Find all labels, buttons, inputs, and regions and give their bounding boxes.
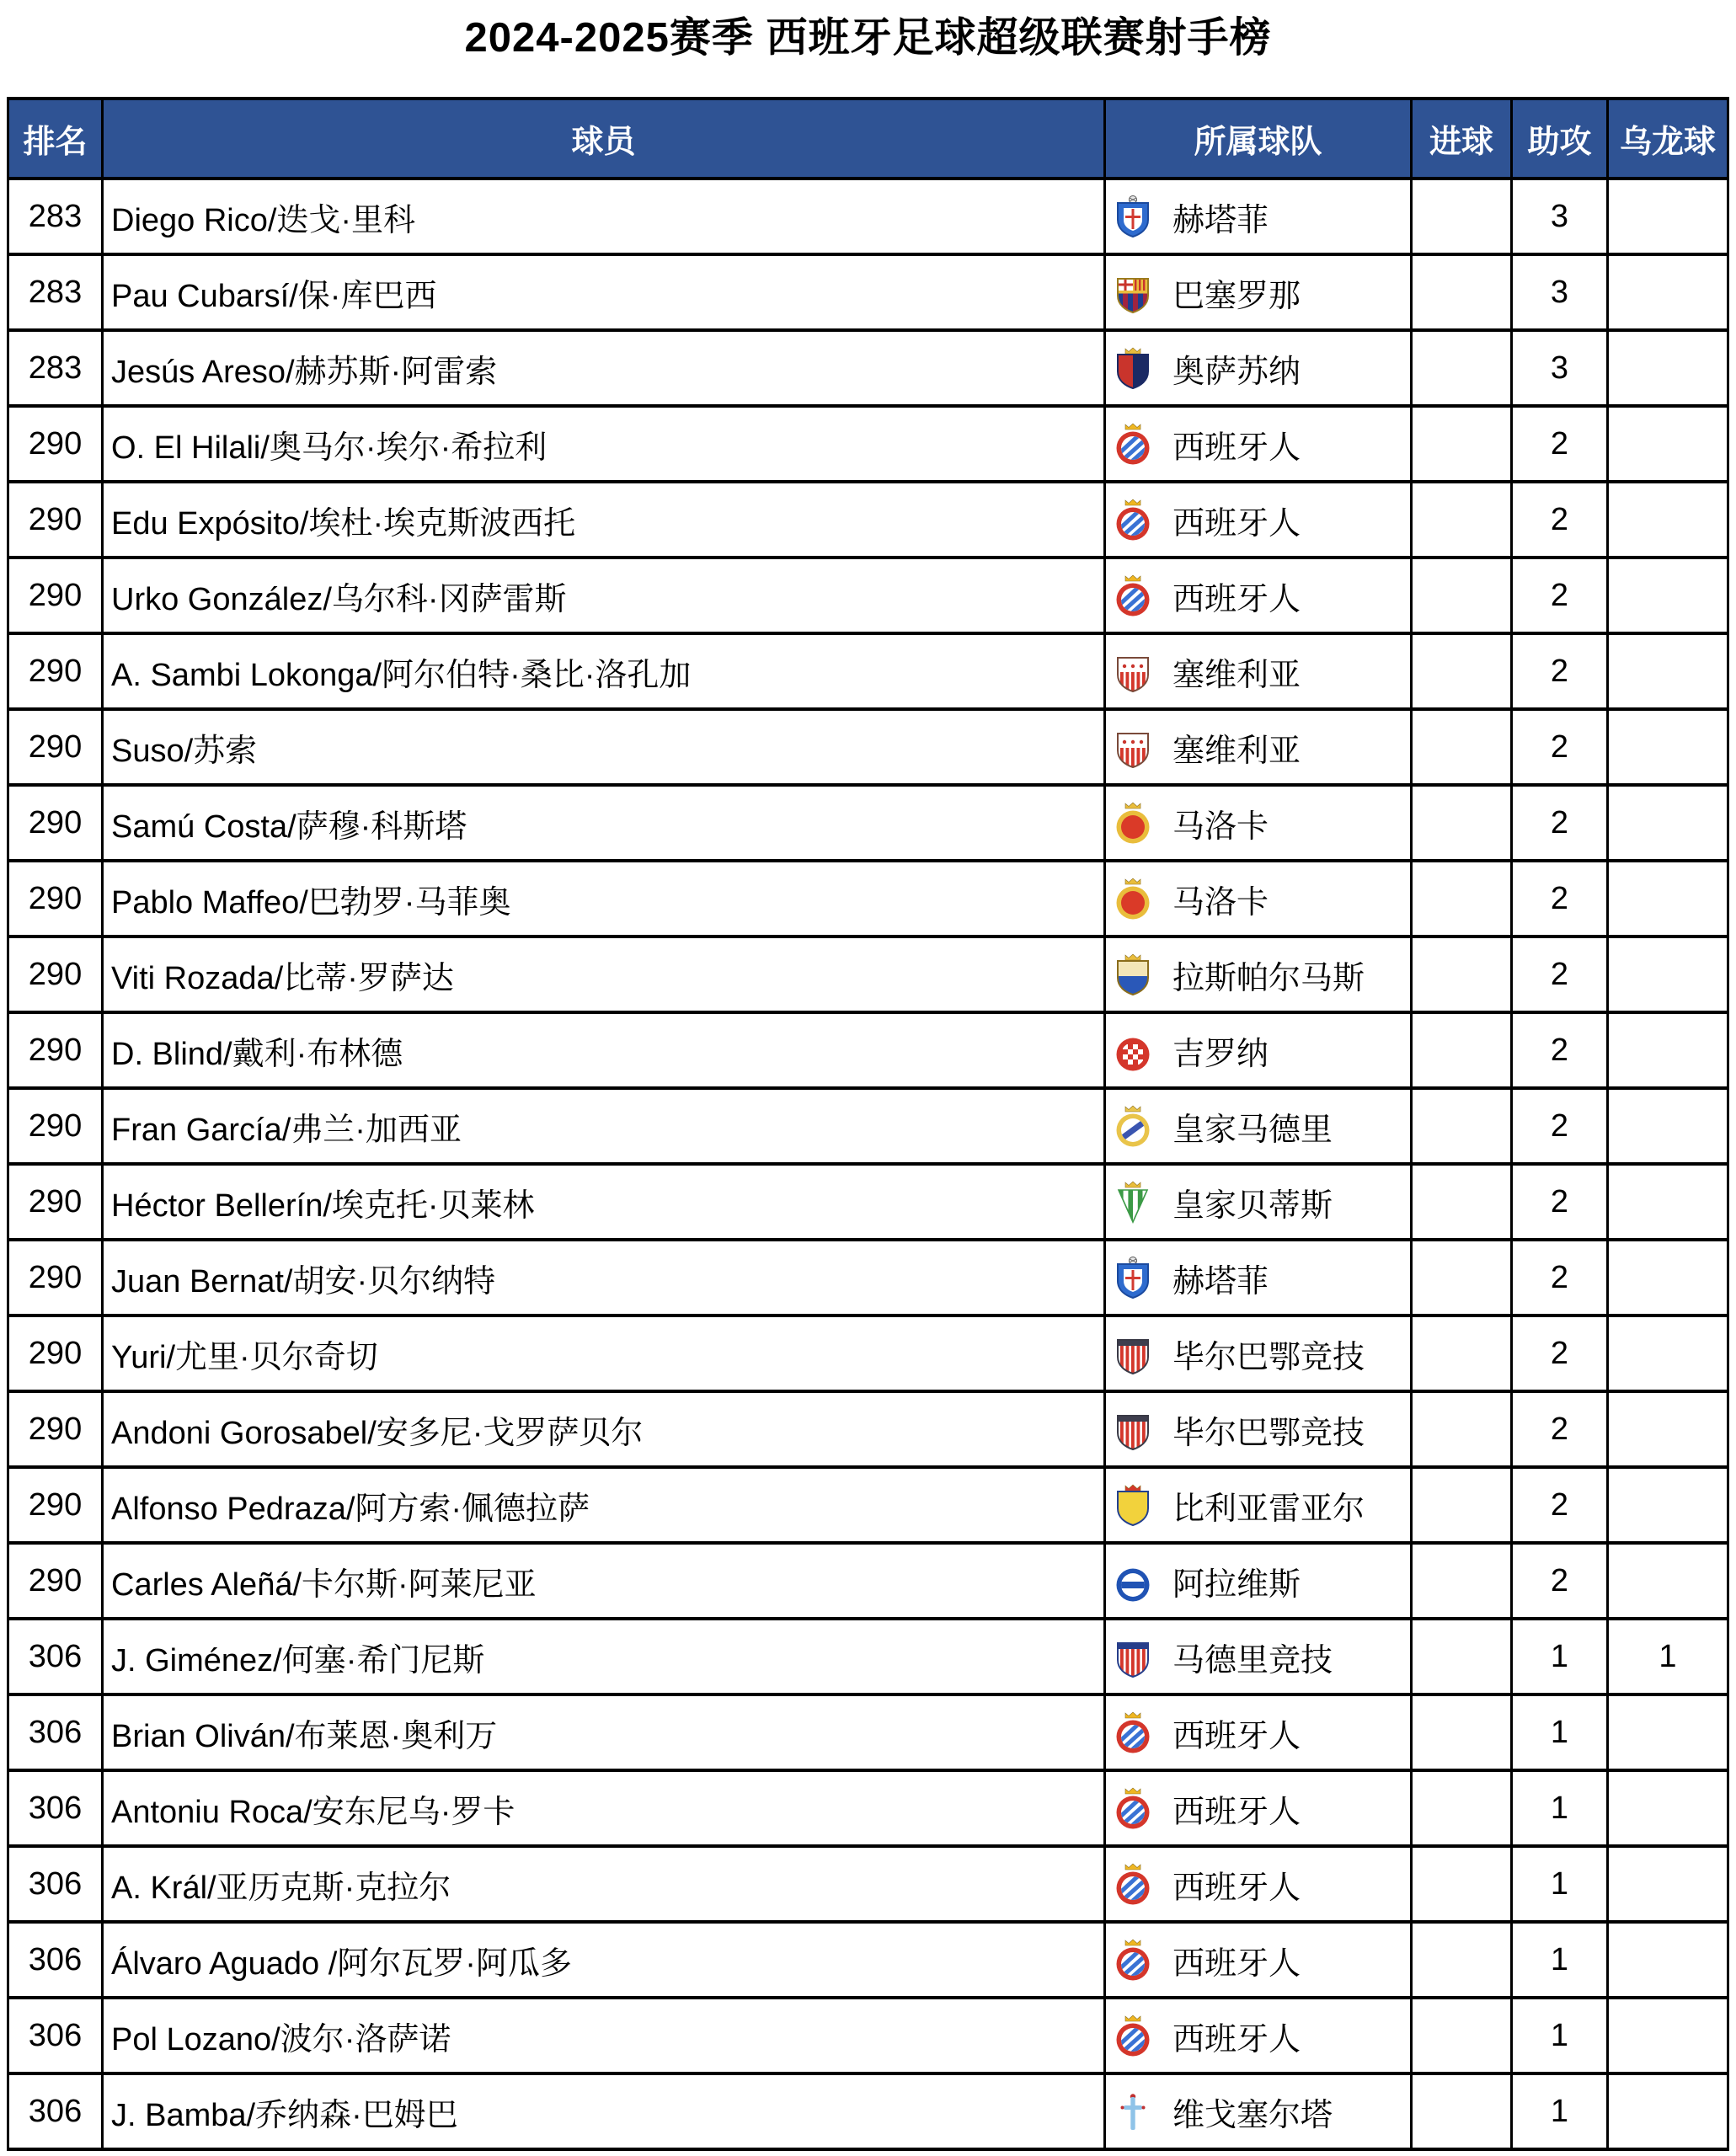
team [1106, 724, 1410, 771]
own-goals-cell [1608, 1467, 1728, 1543]
rank-cell: 290 [8, 406, 103, 482]
assists-cell: 1 [1512, 1694, 1608, 1770]
table-row [8, 254, 1728, 330]
own-goals-cell [1608, 861, 1728, 937]
header-player: 球员 [103, 99, 1105, 179]
team-crest-espanyol-icon [1114, 574, 1152, 617]
team [1106, 876, 1410, 922]
team-crest-espanyol-icon [1114, 1710, 1152, 1754]
table-row [8, 1619, 1728, 1694]
table-row [8, 709, 1728, 785]
header-own-goals: 乌龙球 [1608, 99, 1728, 179]
goals-cell [1412, 1088, 1512, 1164]
assists-cell: 2 [1512, 1467, 1608, 1543]
team-name: 皇家马德里 [1172, 1112, 1333, 1148]
team [1106, 1255, 1410, 1301]
player-cell: J. Giménez/何塞·希门尼斯 [103, 1619, 1105, 1694]
team-name: 奥萨苏纳 [1172, 354, 1301, 390]
team-name: 马德里竞技 [1172, 1642, 1333, 1678]
goals-cell [1412, 1694, 1512, 1770]
team-cell [1105, 558, 1412, 633]
own-goals-cell [1608, 406, 1728, 482]
team-crest-villarreal-icon [1114, 1483, 1152, 1527]
player-cell: Urko González/乌尔科·冈萨雷斯 [103, 558, 1105, 633]
team-cell [1105, 1315, 1412, 1391]
player-cell: Álvaro Aguado /阿尔瓦罗·阿瓜多 [103, 1922, 1105, 1998]
team-name: 西班牙人 [1172, 430, 1301, 466]
team-cell [1105, 2073, 1412, 2149]
table-row [8, 1922, 1728, 1998]
team-cell [1105, 1922, 1412, 1998]
team [1106, 270, 1410, 316]
team-crest-mallorca-icon [1114, 801, 1152, 845]
assists-cell: 2 [1512, 1088, 1608, 1164]
team [1106, 1634, 1410, 1680]
team-crest-betis-icon [1114, 1180, 1152, 1224]
player-cell: J. Bamba/乔纳森·巴姆巴 [103, 2073, 1105, 2149]
player-cell: Viti Rozada/比蒂·罗萨达 [103, 937, 1105, 1012]
team-cell [1105, 633, 1412, 709]
player-cell: Diego Rico/迭戈·里科 [103, 179, 1105, 254]
team [1106, 1785, 1410, 1832]
team-cell [1105, 482, 1412, 558]
team-name: 西班牙人 [1172, 2021, 1301, 2057]
player-cell: Pol Lozano/波尔·洛萨诺 [103, 1998, 1105, 2073]
team-cell [1105, 1240, 1412, 1315]
rank-cell: 290 [8, 1240, 103, 1315]
player-cell: Yuri/尤里·贝尔奇切 [103, 1315, 1105, 1391]
player-cell: Andoni Gorosabel/安多尼·戈罗萨贝尔 [103, 1391, 1105, 1467]
team-crest-osasuna-icon [1114, 346, 1152, 390]
team [1106, 1406, 1410, 1453]
assists-cell: 2 [1512, 1240, 1608, 1315]
team [1106, 952, 1410, 998]
team-name: 西班牙人 [1172, 1718, 1301, 1754]
team-name: 西班牙人 [1172, 1794, 1301, 1830]
own-goals-cell [1608, 937, 1728, 1012]
rank-cell: 306 [8, 1922, 103, 1998]
table-row [8, 179, 1728, 254]
player-cell: Jesús Areso/赫苏斯·阿雷索 [103, 330, 1105, 406]
team [1106, 1027, 1410, 1074]
scorers-table [7, 97, 1729, 2151]
table-row [8, 1694, 1728, 1770]
team [1106, 573, 1410, 619]
own-goals-cell: 1 [1608, 1619, 1728, 1694]
own-goals-cell [1608, 1846, 1728, 1922]
team-crest-espanyol-icon [1114, 1862, 1152, 1906]
table-row [8, 1846, 1728, 1922]
team-name: 马洛卡 [1172, 808, 1269, 845]
table-row [8, 2073, 1728, 2149]
team-name: 西班牙人 [1172, 581, 1301, 617]
team-crest-athletic-icon [1114, 1407, 1152, 1451]
own-goals-cell [1608, 709, 1728, 785]
table-row [8, 1998, 1728, 2073]
rank-cell: 283 [8, 179, 103, 254]
team-name: 赫塔菲 [1172, 1263, 1269, 1299]
assists-cell: 2 [1512, 1315, 1608, 1391]
assists-cell: 2 [1512, 709, 1608, 785]
team-name: 西班牙人 [1172, 1945, 1301, 1982]
team [1106, 1179, 1410, 1225]
team [1106, 800, 1410, 846]
player-cell: Alfonso Pedraza/阿方索·佩德拉萨 [103, 1467, 1105, 1543]
team [1106, 1103, 1410, 1150]
own-goals-cell [1608, 1391, 1728, 1467]
goals-cell [1412, 937, 1512, 1012]
goals-cell [1412, 633, 1512, 709]
team-crest-laspalmas-icon [1114, 953, 1152, 996]
rank-cell: 290 [8, 937, 103, 1012]
rank-cell: 290 [8, 558, 103, 633]
table-row [8, 1164, 1728, 1240]
assists-cell: 2 [1512, 482, 1608, 558]
assists-cell: 2 [1512, 1012, 1608, 1088]
goals-cell [1412, 1998, 1512, 2073]
assists-cell: 2 [1512, 785, 1608, 861]
rank-cell: 290 [8, 1315, 103, 1391]
player-cell: Fran García/弗兰·加西亚 [103, 1088, 1105, 1164]
team-name: 巴塞罗那 [1172, 278, 1301, 314]
team-crest-celta-icon [1114, 2089, 1152, 2133]
rank-cell: 290 [8, 1391, 103, 1467]
player-cell: Juan Bernat/胡安·贝尔纳特 [103, 1240, 1105, 1315]
goals-cell [1412, 2073, 1512, 2149]
own-goals-cell [1608, 330, 1728, 406]
team-crest-espanyol-icon [1114, 1786, 1152, 1830]
team [1106, 1558, 1410, 1604]
team-cell [1105, 1391, 1412, 1467]
rank-cell: 290 [8, 1164, 103, 1240]
team-name: 比利亚雷亚尔 [1172, 1491, 1365, 1527]
own-goals-cell [1608, 1694, 1728, 1770]
player-cell: A. Král/亚历克斯·克拉尔 [103, 1846, 1105, 1922]
assists-cell: 2 [1512, 633, 1608, 709]
team-cell [1105, 1998, 1412, 2073]
team-cell [1105, 254, 1412, 330]
assists-cell: 1 [1512, 1998, 1608, 2073]
team [1106, 648, 1410, 695]
rank-cell: 290 [8, 1543, 103, 1619]
player-cell: Pablo Maffeo/巴勃罗·马菲奥 [103, 861, 1105, 937]
team-cell [1105, 1694, 1412, 1770]
assists-cell: 2 [1512, 406, 1608, 482]
team-cell [1105, 861, 1412, 937]
team-cell [1105, 709, 1412, 785]
team [1106, 497, 1410, 543]
rank-cell: 306 [8, 2073, 103, 2149]
goals-cell [1412, 1391, 1512, 1467]
goals-cell [1412, 861, 1512, 937]
team-cell [1105, 1619, 1412, 1694]
team-name: 西班牙人 [1172, 505, 1301, 542]
rank-cell: 290 [8, 1012, 103, 1088]
own-goals-cell [1608, 633, 1728, 709]
rank-cell: 306 [8, 1998, 103, 2073]
assists-cell: 1 [1512, 1770, 1608, 1846]
assists-cell: 2 [1512, 861, 1608, 937]
player-cell: Samú Costa/萨穆·科斯塔 [103, 785, 1105, 861]
team [1106, 1710, 1410, 1756]
goals-cell [1412, 1922, 1512, 1998]
team-name: 维戈塞尔塔 [1172, 2097, 1333, 2133]
table-row [8, 330, 1728, 406]
own-goals-cell [1608, 1012, 1728, 1088]
team [1106, 1482, 1410, 1529]
goals-cell [1412, 406, 1512, 482]
own-goals-cell [1608, 1543, 1728, 1619]
own-goals-cell [1608, 1770, 1728, 1846]
header-goals: 进球 [1412, 99, 1512, 179]
goals-cell [1412, 330, 1512, 406]
header-rank: 排名 [8, 99, 103, 179]
team-crest-getafe-icon [1114, 195, 1152, 238]
team-name: 西班牙人 [1172, 1870, 1301, 1906]
rank-cell: 290 [8, 482, 103, 558]
team-name: 塞维利亚 [1172, 733, 1301, 769]
player-cell: A. Sambi Lokonga/阿尔伯特·桑比·洛孔加 [103, 633, 1105, 709]
goals-cell [1412, 482, 1512, 558]
team [1106, 1937, 1410, 1983]
team-crest-getafe-icon [1114, 1256, 1152, 1299]
team-cell [1105, 1164, 1412, 1240]
player-cell: O. El Hilali/奥马尔·埃尔·希拉利 [103, 406, 1105, 482]
own-goals-cell [1608, 2073, 1728, 2149]
player-cell: Suso/苏索 [103, 709, 1105, 785]
table-row [8, 1240, 1728, 1315]
assists-cell: 1 [1512, 1619, 1608, 1694]
table-row [8, 1770, 1728, 1846]
goals-cell [1412, 254, 1512, 330]
team-name: 毕尔巴鄂竞技 [1172, 1339, 1365, 1375]
table-row [8, 558, 1728, 633]
team-crest-espanyol-icon [1114, 498, 1152, 542]
goals-cell [1412, 1543, 1512, 1619]
goals-cell [1412, 1770, 1512, 1846]
player-cell: Héctor Bellerín/埃克托·贝莱林 [103, 1164, 1105, 1240]
team-cell [1105, 179, 1412, 254]
goals-cell [1412, 785, 1512, 861]
team [1106, 1331, 1410, 1377]
table-row [8, 1088, 1728, 1164]
team-name: 赫塔菲 [1172, 202, 1269, 238]
team-name: 阿拉维斯 [1172, 1566, 1301, 1603]
team [1106, 2089, 1410, 2135]
team-name: 皇家贝蒂斯 [1172, 1187, 1333, 1224]
team-cell [1105, 1088, 1412, 1164]
player-cell: Pau Cubarsí/保·库巴西 [103, 254, 1105, 330]
rank-cell: 306 [8, 1694, 103, 1770]
team-cell [1105, 785, 1412, 861]
goals-cell [1412, 709, 1512, 785]
rank-cell: 290 [8, 633, 103, 709]
table-row [8, 861, 1728, 937]
table-row [8, 1467, 1728, 1543]
table-row [8, 1315, 1728, 1391]
own-goals-cell [1608, 558, 1728, 633]
rank-cell: 306 [8, 1846, 103, 1922]
team-cell [1105, 330, 1412, 406]
rank-cell: 306 [8, 1770, 103, 1846]
rank-cell: 290 [8, 709, 103, 785]
rank-cell: 290 [8, 861, 103, 937]
assists-cell: 2 [1512, 937, 1608, 1012]
team-cell [1105, 1543, 1412, 1619]
team-crest-espanyol-icon [1114, 1938, 1152, 1982]
table-row [8, 937, 1728, 1012]
rank-cell: 290 [8, 1088, 103, 1164]
team-cell [1105, 1012, 1412, 1088]
table-row [8, 1391, 1728, 1467]
own-goals-cell [1608, 1998, 1728, 2073]
team-crest-realmadrid-icon [1114, 1104, 1152, 1148]
team-crest-espanyol-icon [1114, 422, 1152, 466]
assists-cell: 3 [1512, 179, 1608, 254]
own-goals-cell [1608, 785, 1728, 861]
team-name: 塞维利亚 [1172, 657, 1301, 693]
rank-cell: 283 [8, 330, 103, 406]
assists-cell: 1 [1512, 1846, 1608, 1922]
assists-cell: 1 [1512, 2073, 1608, 2149]
own-goals-cell [1608, 1240, 1728, 1315]
player-cell: Edu Expósito/埃杜·埃克斯波西托 [103, 482, 1105, 558]
team-cell [1105, 1467, 1412, 1543]
team-name: 马洛卡 [1172, 884, 1269, 921]
rank-cell: 290 [8, 1467, 103, 1543]
rank-cell: 306 [8, 1619, 103, 1694]
page-title: 2024-2025赛季 西班牙足球超级联赛射手榜 [464, 15, 1272, 61]
goals-cell [1412, 1012, 1512, 1088]
table-row [8, 633, 1728, 709]
goals-cell [1412, 558, 1512, 633]
own-goals-cell [1608, 1088, 1728, 1164]
goals-cell [1412, 1467, 1512, 1543]
goals-cell [1412, 1240, 1512, 1315]
goals-cell [1412, 1164, 1512, 1240]
own-goals-cell [1608, 482, 1728, 558]
table-row [8, 1543, 1728, 1619]
team-cell [1105, 406, 1412, 482]
team-name: 吉罗纳 [1172, 1036, 1269, 1072]
assists-cell: 2 [1512, 558, 1608, 633]
rank-cell: 290 [8, 785, 103, 861]
team [1106, 194, 1410, 240]
assists-cell: 2 [1512, 1543, 1608, 1619]
team-crest-barcelona-icon [1114, 270, 1152, 314]
header-assists: 助攻 [1512, 99, 1608, 179]
assists-cell: 2 [1512, 1391, 1608, 1467]
team-name: 拉斯帕尔马斯 [1172, 960, 1365, 996]
team-crest-alaves-icon [1114, 1559, 1152, 1603]
team-crest-espanyol-icon [1114, 2014, 1152, 2057]
table-row [8, 482, 1728, 558]
table-row [8, 1012, 1728, 1088]
header-row [8, 99, 1728, 179]
team-crest-sevilla-icon [1114, 649, 1152, 693]
table-row [8, 785, 1728, 861]
team-crest-girona-icon [1114, 1028, 1152, 1072]
goals-cell [1412, 179, 1512, 254]
own-goals-cell [1608, 254, 1728, 330]
player-cell: Brian Oliván/布莱恩·奥利万 [103, 1694, 1105, 1770]
team [1106, 345, 1410, 392]
goals-cell [1412, 1619, 1512, 1694]
team-name: 毕尔巴鄂竞技 [1172, 1415, 1365, 1451]
team-crest-sevilla-icon [1114, 725, 1152, 769]
team-cell [1105, 937, 1412, 1012]
team-crest-atletico-icon [1114, 1635, 1152, 1678]
assists-cell: 3 [1512, 330, 1608, 406]
team-cell [1105, 1846, 1412, 1922]
team [1106, 2013, 1410, 2059]
goals-cell [1412, 1315, 1512, 1391]
assists-cell: 2 [1512, 1164, 1608, 1240]
player-cell: Antoniu Roca/安东尼乌·罗卡 [103, 1770, 1105, 1846]
team-crest-mallorca-icon [1114, 877, 1152, 921]
header-team: 所属球队 [1105, 99, 1412, 179]
team [1106, 1861, 1410, 1908]
assists-cell: 1 [1512, 1922, 1608, 1998]
player-cell: Carles Aleñá/卡尔斯·阿莱尼亚 [103, 1543, 1105, 1619]
own-goals-cell [1608, 1315, 1728, 1391]
own-goals-cell [1608, 1922, 1728, 1998]
goals-cell [1412, 1846, 1512, 1922]
own-goals-cell [1608, 1164, 1728, 1240]
rank-cell: 283 [8, 254, 103, 330]
player-cell: D. Blind/戴利·布林德 [103, 1012, 1105, 1088]
team [1106, 421, 1410, 467]
assists-cell: 3 [1512, 254, 1608, 330]
table-row [8, 406, 1728, 482]
team-crest-athletic-icon [1114, 1331, 1152, 1375]
team-cell [1105, 1770, 1412, 1846]
own-goals-cell [1608, 179, 1728, 254]
